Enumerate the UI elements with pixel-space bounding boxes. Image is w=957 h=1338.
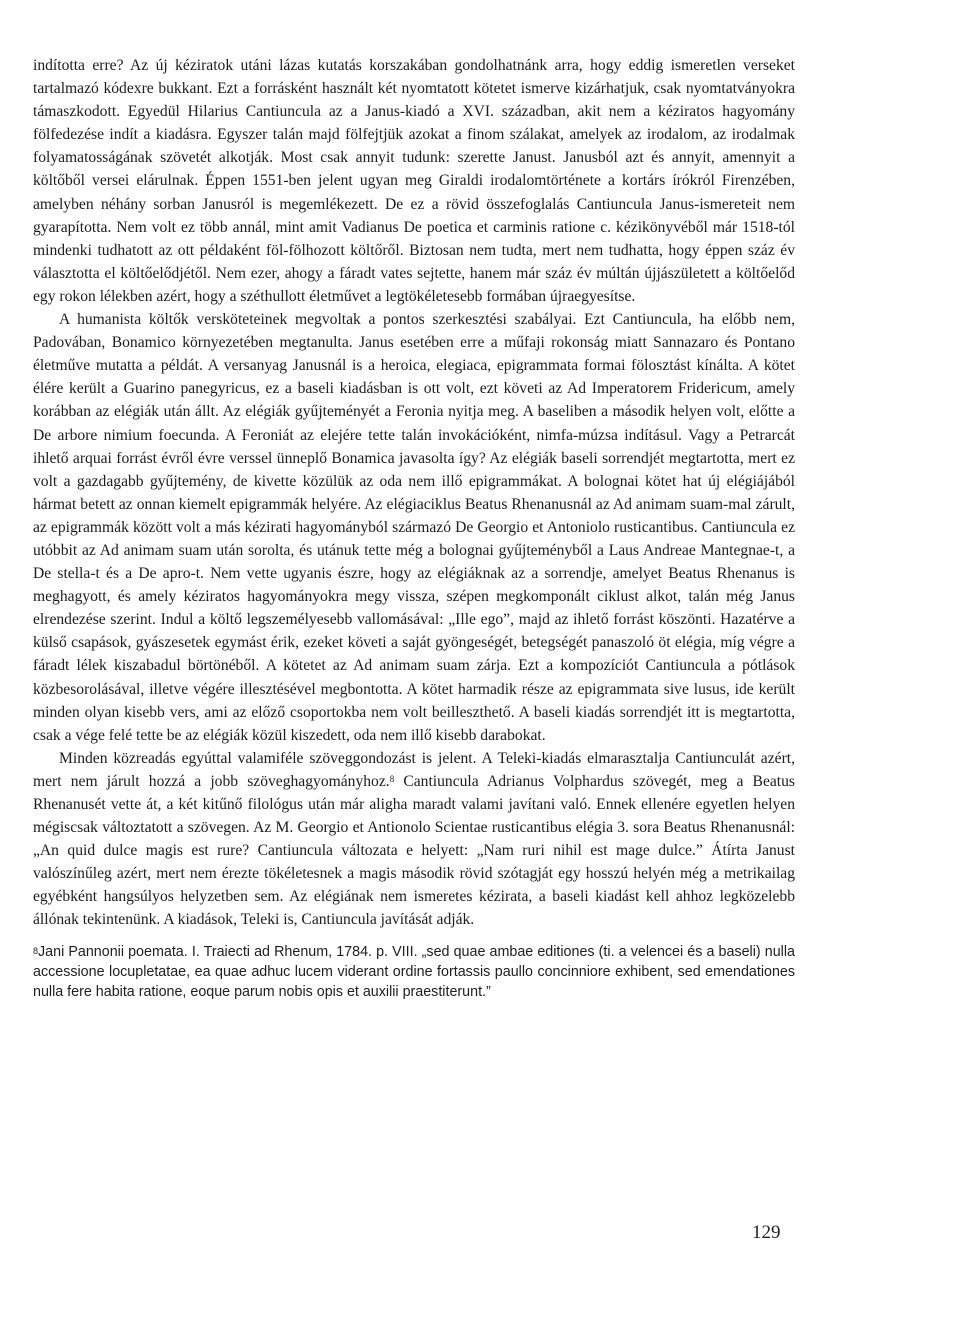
page-number: 129: [752, 1222, 781, 1243]
footnote-text: Jani Pannonii poemata. I. Traiecti ad Rhenum, 1784. p. VIII. „sed quae ambae editiones (ti. a velencei és a baseli) nulla accessione locupletatae, ea quae adhuc lucem viderant ordine fortassis paullo concinniore exhibent, sed emendationes nulla fere habita ratione, eoque parum nobis opis et auxilii praestiterunt.”: [33, 943, 795, 1000]
paragraph-2: A humanista költők versköteteinek megvoltak a pontos szerkesztési szabályai. Ezt Cantiuncula, ha előbb nem, Padovában, Bonamico környezetében megtanulta. Janus esetében erre a műfaji rokonság miatt Sannazaro és Pontano életműve mutatta a példát. A versanyag Janusnál is a heroica, elegiaca, epigrammata formai fölosztást kínálta. A kötet élére került a Guarino panegyricus, ez a baseli kiadásban is ott volt, ezt követi az Ad Imperatorem Fridericum, amely korábban az elégiák után állt. Az elégiák gyűjteményét a Feronia nyitja meg. A baseliben a második helyen volt, előtte a De arbore nimium foecunda. A Feroniát az elejére tette talán invokációként, nimfa-múzsa indításul. Vagy a Petrarcát ihlető arquai forrást évről évre verssel ünneplő Bonamica javasolta így? Az elégiák baseli sorrendjét megtartotta, mert ez volt a gazdagabb gyűjtemény, de kivette közülük az oda nem illő epigrammákat. A bolognai kötet hat új elégiájából hármat betett az onnan kiemelt epigrammák helyére. Az elégiaciklus Beatus Rhenanusnál az Ad animam suam-mal zárult, az epigrammák között volt a más kézirati hagyományból származó De Georgio et Antoniolo rusticantibus. Cantiuncula ez utóbbit az Ad animam suam után sorolta, és utánuk tette még a bolognai gyűjteményből a Laus Andreae Mantegnae-t, a De stella-t és a De apro-t. Nem vette ugyanis észre, hogy az elégiáknak az a sorrendje, amelyet Beatus Rhenanus is meghagyott, és amely kéziratos hagyományokra megy vissza, szépen megkomponált ciklust alkot, talán még Janus elrendezése szerint. Indul a költő legszemélyesebb vallomásával: „Ille ego”, majd az ihlető forrást köszönti. Hazatérve a külső csapások, gyászesetek egymást érik, ezeket követi a saját gyöngeségét, betegségét panaszoló öt elégia, míg végre a fáradt lélek kiszabadul börtönéből. A kötetet az Ad animam suam zárja. Ezt a kompozíciót Cantiuncula a pótlások közbesorolásával, illetve végére illesztésével megbontotta. A kötet harmadik része az epigrammata sive lusus, ide került minden olyan kisebb vers, ami az előző csoportokba nem volt beilleszthető. A baseli kiadás sorrendjét itt is megtartotta, csak a vége felé tette be az elégiák közül kiszedett, oda nem illő kisebb darabokat.: [33, 311, 795, 744]
footnote-gap: [33, 932, 795, 942]
paragraph-3-start: Minden közreadás egyúttal valamiféle szöveggondozást is jelent. A Teleki-kiadás elmarasztalja Cantiunculát azért, mert nem járult hozzá a jobb szöveghagyományhoz.: [33, 749, 795, 790]
page-body: [33, 54, 795, 1002]
footnote-reference: 8: [389, 773, 395, 784]
paragraph-3-rest: Cantiuncula Adrianus Volphardus szövegét, meg a Beatus Rhenanusét vette át, a két kitűnő filológus után már aligha maradt valami javítani való. Ennek ellenére egyetlen helyen mégiscsak változtatott a szövegen. Az M. Georgio et Antionolo Scientae rusticantibus elégia 3. sora Beatus Rhenanusnál: „An quid dulce magis est rure? Cantiuncula változata e helyett: „Nam ruri nihil est mage dulce.” Átírta Janust valószínűleg azért, mert nem érezte tökéletesnek a magis második rövid szótagját egy hosszú helyén még a metrikailag egyébként hangsúlyos helyzetben sem. Az elégiának nem ismeretes kézirata, a baseli kiadást kell ahhoz legközelebb állónak tekintenünk. A kiadások, Teleki is, Cantiuncula javítását adják.: [33, 772, 795, 929]
footnote: [33, 942, 795, 1002]
paragraph-1: indította erre? Az új kéziratok utáni lázas kutatás korszakában gondolhatnánk arra, hogy eddig ismeretlen verseket tartalmazó kódexre bukkant. Ezt a forrásként használt két nyomtatott kötetet ismerve kizárhatjuk, csak nyomtatványokra támaszkodott. Egyedül Hilarius Cantiuncula az a Janus-kiadó a XVI. században, akit nem a kéziratos hagyomány fölfedezése indít a kiadásra. Egyszer talán majd fölfejtjük azokat a finom szálakat, amelyek az irodalom, az irodalmak folyamatosságának szövetét alkotják. Most csak annyit tudunk: szerette Janust. Janusból azt és annyit, amennyit a költőből versei elárulnak. Éppen 1551-ben jelent ugyan meg Giraldi irodalomtörténete a kortárs írókról Firenzében, amelyben néhány sorban Janusról is megemlékezett. De ez a rövid összefoglalás Cantiuncula Janus-ismereteit nem gyarapította. Nem volt ez több annál, mint amit Vadianus De poetica et carminis ratione c. kézikönyvéből már 1518-tól mindenki tudhatott az ott példaként föl-fölhozott költőről. Biztosan nem tudta, mert nem tudhatta, hogy éppen száz év választotta el költőelődjétől. Nem ezer, ahogy a fáradt vates sejtette, hanem már száz év múltán újjászületett a költőelőd egy rokon lélekben azért, hogy a széthullott életművet a legtökéletesebb formában újraegyesítse.: [33, 57, 795, 305]
footnote-marker: 8: [33, 945, 39, 956]
paragraph-3: [33, 747, 795, 932]
